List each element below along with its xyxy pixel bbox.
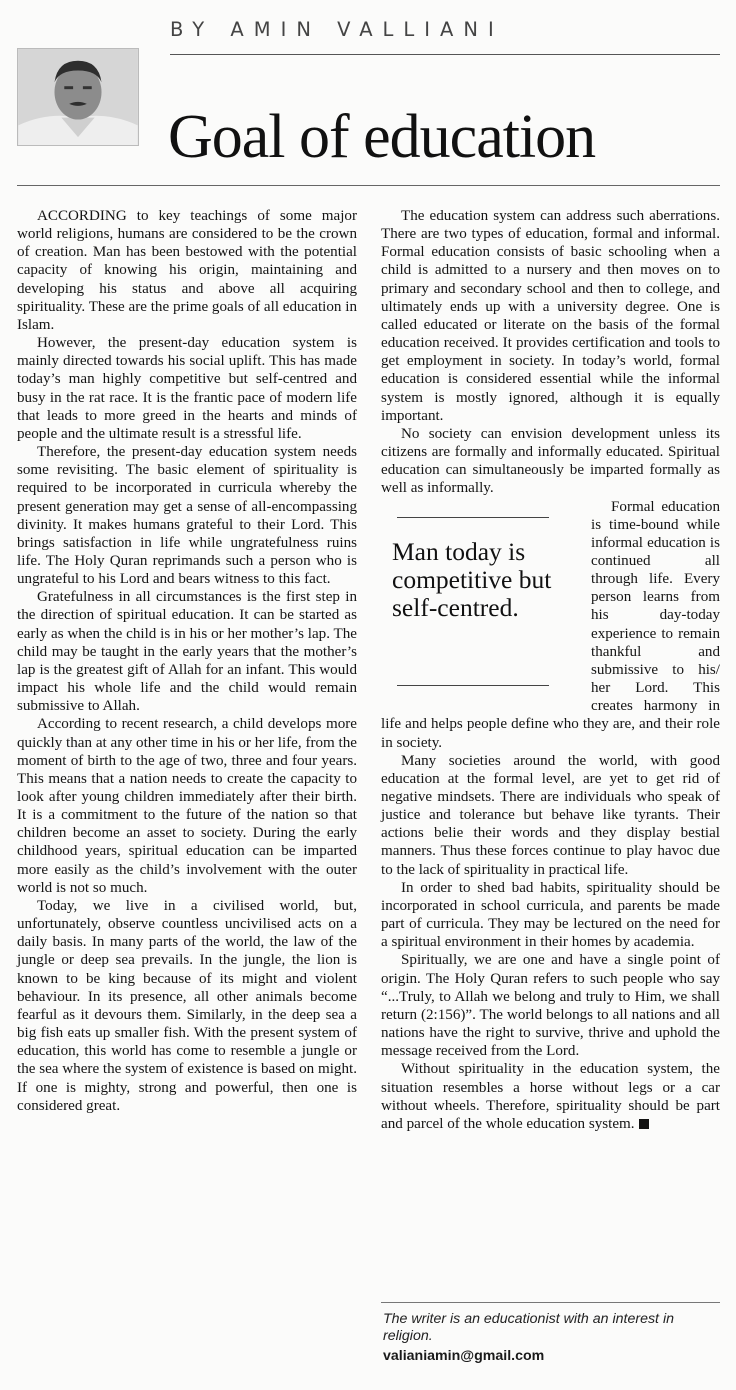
headline: Goal of education [168,103,596,171]
paragraph: In order to shed bad habits, spirituality should be incorporated in school curricula, and parents be made part of curricula. They may be lectured on the need for a spiritual environment in their homes by academia. [381,879,720,951]
paragraph: The education system can address such aberrations. There are two types of education, formal and informal. Formal education consists of basic schooling when a child is admitted to a nursery and then moves on to primary and secondary school and then to college, and ultimately ends up with a university degree. One is called educated or literate on the basis of the formal education received. It provides certification and tools to get employment in society. In today’s world, formal education is considered essential while the informal system is mostly ignored, although it is equally important. [381,208,720,424]
paragraph-final [381,1060,720,1133]
paragraph: ACCORDING to key teachings of some major world religions, humans are considered to be the crown of creation. Man has been bestowed with the potential capacity of knowing his origin, maintaining and developing his status and above all acquiring spirituality. These are the prime goals of all education in Islam. [17,208,357,333]
paragraph: However, the present-day education system is mainly directed towards his social uplift. This has made today’s man highly competitive but self-centred and busy in the rat race. It is the frantic pace of modern life that leads to more greed in the hearts and minds of people and the ultimate result is a stressful life. [17,335,357,442]
pull-quote-text: Man today is competitive but self-centred. [392,536,552,623]
pull-quote-section [381,498,720,752]
paragraph: Gratefulness in all circumstances is the first step in the direction of spiritual education. It can be started as early as when the child is in his or her mother’s lap. The child may be taught in the early years that the mother’s lap is the greatest gift of Allah for an infant. This would impact his whole life and the child would remain submissive to Allah. [17,589,357,715]
paragraph: Spiritually, we are one and have a single point of origin. The Holy Quran refers to such people who say “...Truly, to Allah we belong and truly to Him, we shall return (2:156)”. The world belongs to all nations and all nations have the right to survive, thrive and uphold the message received from the Lord. [381,952,720,1060]
pull-quote-rule-bottom [397,685,549,686]
paragraph: According to recent research, a child develops more quickly than at any other time in his or her life, from the moment of birth to the age of two, three and four years. This means that a nation needs to create the capacity to look after young children immediately after their birth. It is a commitment to the future of the nation so that children become an asset to society. During the early childhood years, spiritual education can be imparted more easily as the child’s involvement with the outer world is not so much. [17,716,357,896]
left-column [17,207,357,1115]
author-photo [17,48,139,146]
paragraph: No society can envision development unless its citizens are formally and informally educated. Spiritual education can simultaneously be imparted formally as well as informally. [381,425,720,497]
paragraph: Formal education is time-bound while informal education is continued all through life. Every person learns from his day-today experience to remain thankful and submissive to his/ her Lord. This creates harmony in life and helps people define who they are, and their role in society. [381,498,720,751]
paragraph: Many societies around the world, with good education at the formal level, are yet to get rid of negative mindsets. There are individuals who speak of justice and tolerance but behave like tyrants. Their actions belie their words and they display bestial manners. Thus these forces continue to play havoc due to the lack of spirituality in practical life. [381,752,720,878]
headline-rule [17,185,720,186]
paragraph-text: Without spirituality in the education system, the situation resembles a horse without legs or a car without wheels. Therefore, spirituality should be part and parcel of the whole education system. [381,1061,720,1132]
byline: BY AMIN VALLIANI [170,18,504,41]
end-mark-icon [639,1119,649,1129]
author-note: The writer is an educationist with an interest in religion. [383,1311,674,1344]
pull-quote-rule-top [397,517,549,518]
paragraph: Therefore, the present-day education system needs some revisiting. The basic element of spirituality is required to be incorporated in curricula whereby the present generation may get a sense of all-encompassing divinity. It makes humans grateful to their Lord. This brings satisfaction in life while ungratefulness ruins life. The Holy Quran reprimands such a person who is ungrateful to his Lord and bears witness to this fact. [17,444,357,588]
right-column [381,207,720,1133]
top-rule [170,54,720,55]
pull-quote [381,498,579,711]
paragraph: Today, we live in a civilised world, but, unfortunately, observe countless uncivilised acts on a daily basis. In many parts of the world, the law of the jungle or deep sea prevails. In the jungle, the lion is known to be king because of its might and violent behaviour. In its presence, all other animals become fearful as it devours them. Similarly, in the deep sea a big fish eats up smaller fish. With the present system of education, this world has come to resemble a jungle or the sea where the system of existence is based on might. If one is mighty, strong and powerful, then one is considered great. [17,897,357,1114]
footer-rule [381,1302,720,1303]
author-email[interactable]: valianiamin@gmail.com [383,1348,545,1364]
